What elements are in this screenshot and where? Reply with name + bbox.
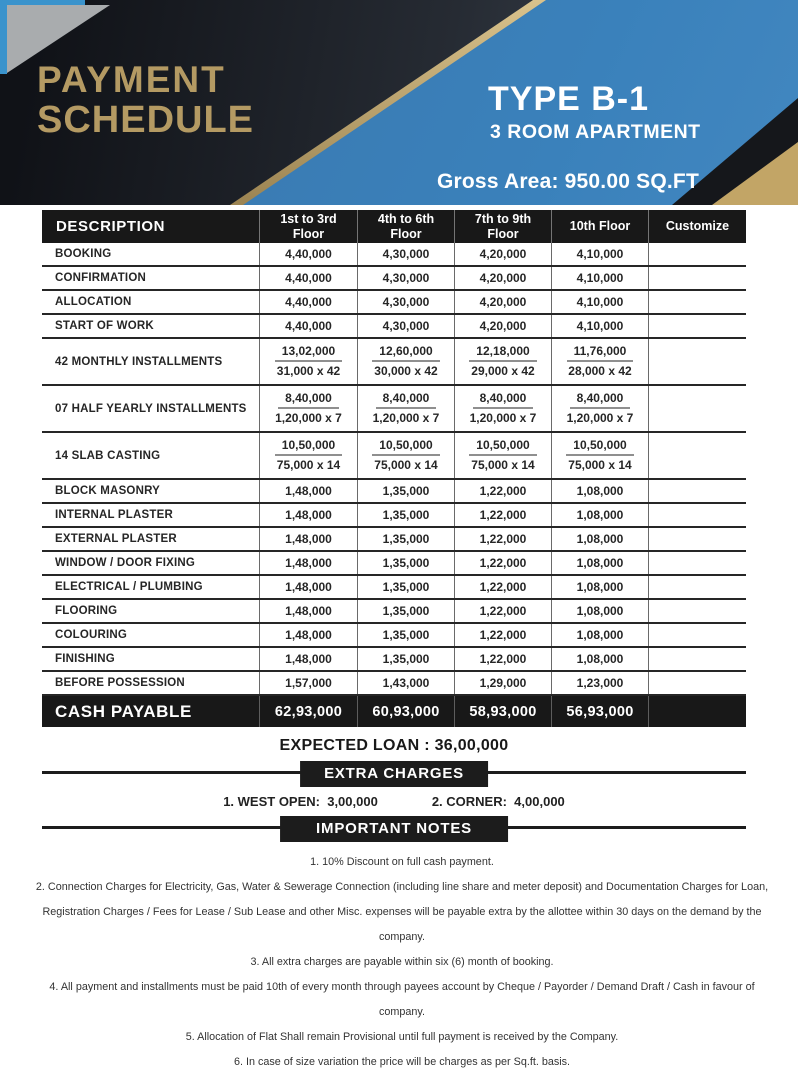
customize-cell xyxy=(648,696,746,727)
customize-cell xyxy=(648,291,746,313)
installment-breakdown: 28,000 x 42 xyxy=(568,364,632,378)
amount-cell xyxy=(259,339,357,384)
customize-cell xyxy=(648,267,746,289)
apartment-type-title: TYPE B-1 xyxy=(488,80,650,118)
cash-payable-row xyxy=(42,696,746,727)
customize-cell xyxy=(648,624,746,646)
amount-cell: 1,35,000 xyxy=(357,480,454,502)
column-header: 1st to 3rd Floor xyxy=(259,210,357,243)
amount-cell: 4,40,000 xyxy=(259,267,357,289)
table-row xyxy=(42,480,746,504)
note-item: 4. All payment and installments must be paid 10th of every month through payees account by Cheque / Payorder / Demand Draft / Cash in favour of company. xyxy=(49,981,755,1018)
table-row xyxy=(42,339,746,386)
amount-cell: 1,48,000 xyxy=(259,504,357,526)
amount-cell xyxy=(551,433,648,478)
installment-total: 12,60,000 xyxy=(372,343,439,362)
customize-cell xyxy=(648,315,746,337)
row-label: ELECTRICAL / PLUMBING xyxy=(55,581,203,593)
installment-total: 10,50,000 xyxy=(275,437,342,456)
customize-cell xyxy=(648,433,746,478)
installment-total: 8,40,000 xyxy=(376,390,437,409)
amount-cell: 1,22,000 xyxy=(454,576,551,598)
left-blue-strip xyxy=(0,0,7,74)
page-title-line2: SCHEDULE xyxy=(37,99,255,141)
installment-total: 8,40,000 xyxy=(570,390,631,409)
important-notes-section xyxy=(42,816,746,842)
customize-cell xyxy=(648,339,746,384)
amount-cell xyxy=(454,433,551,478)
amount-cell: 1,08,000 xyxy=(551,600,648,622)
table-header-row xyxy=(42,210,746,243)
amount-cell: 1,48,000 xyxy=(259,528,357,550)
amount-cell xyxy=(357,433,454,478)
installment-breakdown: 30,000 x 42 xyxy=(374,364,438,378)
column-header: 10th Floor xyxy=(551,210,648,243)
amount-cell: 4,30,000 xyxy=(357,291,454,313)
table-row xyxy=(42,600,746,624)
installment-stack xyxy=(275,343,342,380)
customize-cell xyxy=(648,243,746,265)
note-item: 6. In case of size variation the price will be charges as per Sq.ft. basis. xyxy=(233,1056,571,1068)
amount-cell: 1,48,000 xyxy=(259,600,357,622)
row-label: INTERNAL PLASTER xyxy=(55,509,173,521)
row-label: START OF WORK xyxy=(55,320,154,332)
gross-area-label: Gross Area: 950.00 SQ.FT xyxy=(437,170,699,193)
amount-cell: 4,10,000 xyxy=(551,315,648,337)
amount-cell: 4,10,000 xyxy=(551,291,648,313)
installment-stack xyxy=(470,390,537,427)
installment-breakdown: 1,20,000 x 7 xyxy=(372,411,440,425)
table-row xyxy=(42,267,746,291)
amount-cell: 1,43,000 xyxy=(357,672,454,694)
customize-cell xyxy=(648,600,746,622)
row-label: 07 HALF YEARLY INSTALLMENTS xyxy=(55,402,247,415)
amount-cell: 1,08,000 xyxy=(551,576,648,598)
amount-cell: 4,40,000 xyxy=(259,243,357,265)
extra-charges-items xyxy=(42,794,746,809)
amount-cell: 1,08,000 xyxy=(551,504,648,526)
amount-cell: 4,10,000 xyxy=(551,267,648,289)
amount-cell: 1,35,000 xyxy=(357,576,454,598)
amount-cell: 4,40,000 xyxy=(259,291,357,313)
installment-breakdown: 75,000 x 14 xyxy=(568,458,632,472)
amount-cell: 1,22,000 xyxy=(454,504,551,526)
installment-total: 11,76,000 xyxy=(567,343,634,362)
installment-total: 12,18,000 xyxy=(469,343,536,362)
installment-breakdown: 1,20,000 x 7 xyxy=(566,411,634,425)
row-label: BEFORE POSSESSION xyxy=(55,677,185,689)
table-row xyxy=(42,624,746,648)
amount-cell: 1,22,000 xyxy=(454,528,551,550)
row-label: 42 MONTHLY INSTALLMENTS xyxy=(55,355,223,368)
amount-cell: 4,30,000 xyxy=(357,315,454,337)
page-title-line1: PAYMENT xyxy=(37,59,226,100)
amount-cell: 1,35,000 xyxy=(357,648,454,670)
row-label: 14 SLAB CASTING xyxy=(55,449,161,462)
note-item: 3. All extra charges are payable within six (6) month of booking. xyxy=(250,956,554,968)
page-title xyxy=(37,60,254,140)
installment-stack xyxy=(469,437,536,474)
table-row xyxy=(42,576,746,600)
cash-payable-amount: 60,93,000 xyxy=(357,696,454,727)
installment-stack xyxy=(275,437,342,474)
amount-cell: 1,08,000 xyxy=(551,624,648,646)
note-item: 2. Connection Charges for Electricity, Gas, Water & Sewerage Connection (including line share and meter deposit) and Documentation Charges for Loan, Registration Charges / Fees for Lease / Sub Lease and other Misc. expenses will be payable extra by the allottee within 30 days on the demand by the company. xyxy=(35,881,769,943)
installment-breakdown: 75,000 x 14 xyxy=(374,458,438,472)
amount-cell: 1,23,000 xyxy=(551,672,648,694)
apartment-type-subtitle: 3 ROOM APARTMENT xyxy=(490,121,701,143)
customize-cell xyxy=(648,480,746,502)
customize-cell xyxy=(648,552,746,574)
amount-cell: 4,20,000 xyxy=(454,291,551,313)
amount-cell xyxy=(454,386,551,431)
installment-stack xyxy=(372,437,439,474)
table-row xyxy=(42,315,746,339)
amount-cell xyxy=(551,339,648,384)
installment-total: 13,02,000 xyxy=(275,343,342,362)
column-header: 4th to 6th Floor xyxy=(357,210,454,243)
row-label: FINISHING xyxy=(55,653,115,665)
installment-stack xyxy=(469,343,536,380)
column-header-description: DESCRIPTION xyxy=(56,217,166,235)
amount-cell: 1,48,000 xyxy=(259,624,357,646)
amount-cell xyxy=(259,386,357,431)
table-row xyxy=(42,291,746,315)
amount-cell: 1,08,000 xyxy=(551,552,648,574)
amount-cell: 1,08,000 xyxy=(551,648,648,670)
note-item: 1. 10% Discount on full cash payment. xyxy=(310,856,494,868)
payment-table xyxy=(42,210,746,727)
table-row xyxy=(42,528,746,552)
amount-cell: 1,57,000 xyxy=(259,672,357,694)
row-label: WINDOW / DOOR FIXING xyxy=(55,557,196,569)
installment-total: 8,40,000 xyxy=(278,390,339,409)
installment-breakdown: 1,20,000 x 7 xyxy=(275,411,342,425)
cash-payable-amount: 56,93,000 xyxy=(551,696,648,727)
notes-list xyxy=(26,850,778,1075)
expected-loan: EXPECTED LOAN : 36,00,000 xyxy=(279,737,509,754)
customize-cell xyxy=(648,648,746,670)
table-row xyxy=(42,504,746,528)
amount-cell: 1,35,000 xyxy=(357,552,454,574)
row-label: COLOURING xyxy=(55,629,128,641)
amount-cell: 4,30,000 xyxy=(357,243,454,265)
row-label: CONFIRMATION xyxy=(55,272,146,284)
amount-cell xyxy=(454,339,551,384)
amount-cell: 1,22,000 xyxy=(454,552,551,574)
important-notes-heading: IMPORTANT NOTES xyxy=(280,816,508,842)
customize-cell xyxy=(648,576,746,598)
column-header: Customize xyxy=(648,210,746,243)
amount-cell xyxy=(357,386,454,431)
installment-breakdown: 1,20,000 x 7 xyxy=(469,411,537,425)
installment-stack xyxy=(373,390,440,427)
extra-charge-item: 1. WEST OPEN: 3,00,000 xyxy=(223,794,378,809)
amount-cell: 1,22,000 xyxy=(454,624,551,646)
row-label: BOOKING xyxy=(55,248,112,260)
amount-cell: 1,35,000 xyxy=(357,624,454,646)
amount-cell: 4,20,000 xyxy=(454,243,551,265)
installment-stack xyxy=(567,390,634,427)
installment-total: 10,50,000 xyxy=(372,437,439,456)
installment-breakdown: 75,000 x 14 xyxy=(471,458,535,472)
amount-cell: 1,22,000 xyxy=(454,480,551,502)
customize-cell xyxy=(648,672,746,694)
amount-cell: 1,08,000 xyxy=(551,528,648,550)
amount-cell: 1,48,000 xyxy=(259,648,357,670)
customize-cell xyxy=(648,504,746,526)
amount-cell xyxy=(551,386,648,431)
installment-breakdown: 31,000 x 42 xyxy=(276,364,341,378)
table-row xyxy=(42,243,746,267)
amount-cell: 4,20,000 xyxy=(454,267,551,289)
row-label: BLOCK MASONRY xyxy=(55,485,161,497)
customize-cell xyxy=(648,528,746,550)
row-label: ALLOCATION xyxy=(55,296,132,308)
customize-cell xyxy=(648,386,746,431)
row-label: FLOORING xyxy=(55,605,118,617)
cash-payable-amount: 58,93,000 xyxy=(454,696,551,727)
column-header: 7th to 9th Floor xyxy=(454,210,551,243)
cash-payable-amount: 62,93,000 xyxy=(259,696,357,727)
amount-cell: 4,30,000 xyxy=(357,267,454,289)
amount-cell xyxy=(259,433,357,478)
table-row xyxy=(42,433,746,480)
amount-cell: 1,35,000 xyxy=(357,504,454,526)
extra-charge-item: 2. CORNER: 4,00,000 xyxy=(431,794,565,809)
table-row xyxy=(42,386,746,433)
extra-charges-heading: EXTRA CHARGES xyxy=(300,761,488,787)
installment-total: 10,50,000 xyxy=(469,437,536,456)
table-row xyxy=(42,648,746,672)
amount-cell: 1,29,000 xyxy=(454,672,551,694)
amount-cell: 1,22,000 xyxy=(454,648,551,670)
extra-charges-section xyxy=(42,761,746,787)
top-blue-strip xyxy=(0,0,85,5)
amount-cell: 1,35,000 xyxy=(357,528,454,550)
amount-cell: 1,48,000 xyxy=(259,576,357,598)
amount-cell: 4,40,000 xyxy=(259,315,357,337)
amount-cell xyxy=(357,339,454,384)
installment-stack xyxy=(566,437,633,474)
installment-total: 8,40,000 xyxy=(473,390,534,409)
amount-cell: 1,22,000 xyxy=(454,600,551,622)
installment-stack xyxy=(372,343,439,380)
amount-cell: 4,20,000 xyxy=(454,315,551,337)
cash-payable-label: CASH PAYABLE xyxy=(55,701,192,721)
row-label: EXTERNAL PLASTER xyxy=(55,533,177,545)
amount-cell: 4,10,000 xyxy=(551,243,648,265)
amount-cell: 1,35,000 xyxy=(357,600,454,622)
installment-stack xyxy=(567,343,634,380)
table-body xyxy=(42,243,746,696)
installment-total: 10,50,000 xyxy=(566,437,633,456)
header-banner xyxy=(0,0,798,205)
table-row xyxy=(42,552,746,576)
note-item: 5. Allocation of Flat Shall remain Provisional until full payment is received by the Company. xyxy=(185,1031,619,1043)
table-row xyxy=(42,672,746,696)
amount-cell: 1,48,000 xyxy=(259,552,357,574)
installment-stack xyxy=(275,390,342,427)
amount-cell: 1,08,000 xyxy=(551,480,648,502)
installment-breakdown: 29,000 x 42 xyxy=(471,364,535,378)
amount-cell: 1,48,000 xyxy=(259,480,357,502)
installment-breakdown: 75,000 x 14 xyxy=(276,458,341,472)
